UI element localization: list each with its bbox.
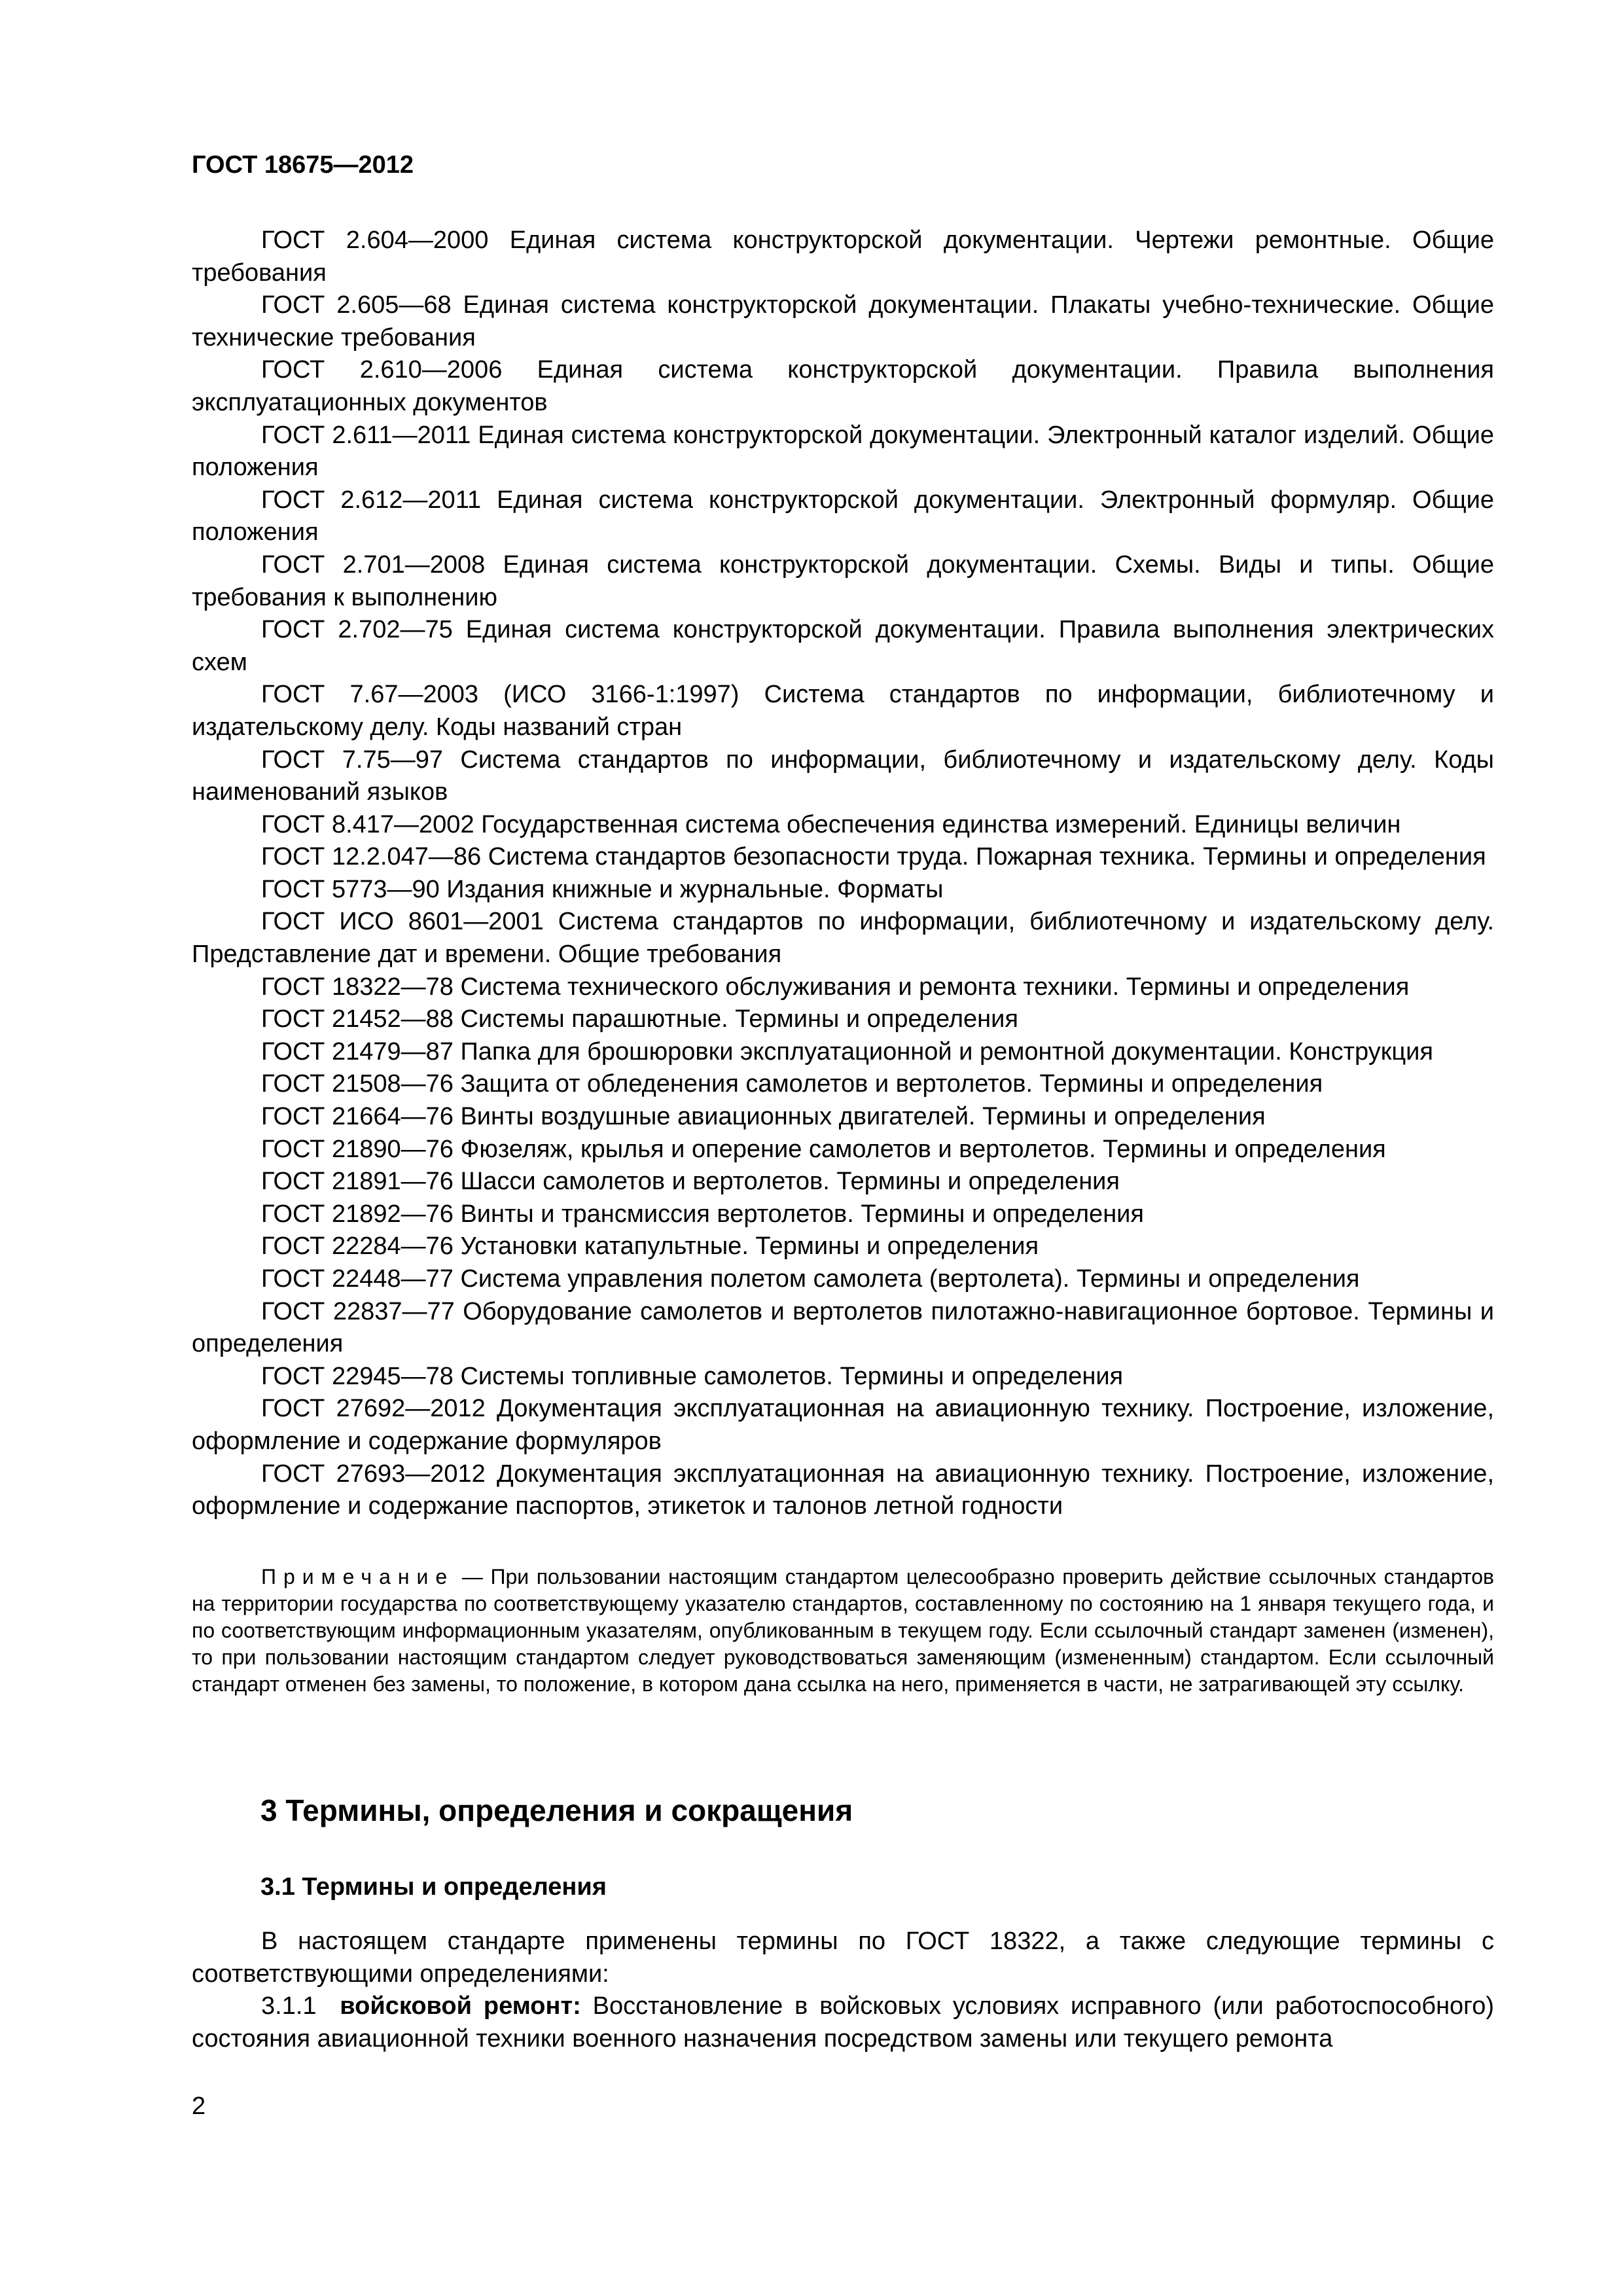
reference-item: ГОСТ 18322—78 Система технического обслуживания и ремонта техники. Термины и определения	[261, 973, 1410, 1001]
section-body	[192, 1926, 1494, 2055]
reference-item: ГОСТ 2.610—2006 Единая система конструкторской документации. Правила выполнения эксплуатационных документов	[192, 356, 1494, 416]
term-number: 3.1.1	[261, 1992, 317, 2020]
note-text: — При пользовании настоящим стандартом целесообразно проверить действие ссылочных стандартов на территории государства по соответствующему указателю стандартов, составленному по состоянию на 1 января текущего года, и по соответствующим информационным указателям, опубликованным в текущем году. Если ссылочный стандарт заменен (изменен), то при пользовании настоящим стандартом следует руководствоваться заменяющим (измененным) стандартом. Если ссылочный стандарт отменен без замены, то положение, в котором дана ссылка на него, применяется в части, не затрагивающей эту ссылку.	[192, 1565, 1494, 1696]
reference-item: ГОСТ 2.612—2011 Единая система конструкторской документации. Электронный формуляр. Общие положения	[192, 486, 1494, 547]
reference-item: ГОСТ 21479—87 Папка для брошюровки эксплуатационной и ремонтной документации. Конструкция	[261, 1037, 1433, 1066]
reference-item: ГОСТ 21508—76 Защита от обледенения самолетов и вертолетов. Термины и определения	[261, 1070, 1323, 1098]
section-heading: 3 Термины, определения и сокращения	[260, 1793, 853, 1827]
note-label: Примечание	[261, 1565, 455, 1588]
reference-item: ГОСТ 21890—76 Фюзеляж, крылья и оперение самолетов и вертолетов. Термины и определения	[261, 1135, 1386, 1163]
page-number: 2	[192, 2092, 206, 2120]
reference-item: ГОСТ 21892—76 Винты и трансмиссия вертолетов. Термины и определения	[261, 1200, 1144, 1228]
reference-item: ГОСТ 5773—90 Издания книжные и журнальные. Форматы	[261, 875, 944, 903]
reference-item: ГОСТ 8.417—2002 Государственная система обеспечения единства измерений. Единицы величин	[261, 810, 1401, 838]
reference-item: ГОСТ 7.75—97 Система стандартов по информации, библиотечному и издательскому делу. Коды наименований языков	[192, 745, 1494, 806]
reference-item: ГОСТ 2.611—2011 Единая система конструкторской документации. Электронный каталог изделий. Общие положения	[192, 421, 1494, 482]
reference-item: ГОСТ 21452—88 Системы парашютные. Термины и определения	[261, 1005, 1018, 1033]
subsection-heading: 3.1 Термины и определения	[260, 1873, 607, 1901]
normative-references-list	[192, 224, 1494, 1523]
reference-item: ГОСТ 2.605—68 Единая система конструкторской документации. Плакаты учебно-технические. Общие технические требования	[192, 291, 1494, 351]
reference-item: ГОСТ 27693—2012 Документация эксплуатационная на авиационную технику. Построение, изложение, оформление и содержание паспортов, этикеток и талонов летной годности	[192, 1460, 1494, 1520]
reference-item: ГОСТ 22448—77 Система управления полетом самолета (вертолета). Термины и определения	[261, 1265, 1360, 1293]
reference-item: ГОСТ 22837—77 Оборудование самолетов и вертолетов пилотажно-навигационное бортовое. Термины и определения	[192, 1297, 1494, 1358]
term-definition-paragraph	[192, 1990, 1494, 2055]
reference-item: ГОСТ 2.702—75 Единая система конструкторской документации. Правила выполнения электрических схем	[192, 616, 1494, 676]
reference-item: ГОСТ 2.701—2008 Единая система конструкторской документации. Схемы. Виды и типы. Общие требования к выполнению	[192, 550, 1494, 611]
reference-item: ГОСТ 22284—76 Установки катапультные. Термины и определения	[261, 1232, 1039, 1261]
reference-item: ГОСТ 7.67—2003 (ИСО 3166-1:1997) Система стандартов по информации, библиотечному и издательскому делу. Коды названий стран	[192, 681, 1494, 741]
note-paragraph	[192, 1564, 1494, 1698]
intro-paragraph: В настоящем стандарте применены термины по ГОСТ 18322, а также следующие термины с соответствующими определениями:	[192, 1928, 1494, 1988]
reference-item: ГОСТ 21891—76 Шасси самолетов и вертолетов. Термины и определения	[261, 1168, 1120, 1196]
reference-item: ГОСТ 21664—76 Винты воздушные авиационных двигателей. Термины и определения	[261, 1103, 1266, 1131]
reference-item: ГОСТ 22945—78 Системы топливные самолетов. Термины и определения	[261, 1362, 1124, 1390]
term-name: войсковой ремонт:	[340, 1992, 581, 2020]
reference-item: ГОСТ ИСО 8601—2001 Система стандартов по информации, библиотечному и издательскому делу. Представление дат и времени. Общие требования	[192, 908, 1494, 969]
document-header: ГОСТ 18675—2012	[192, 151, 414, 179]
reference-item: ГОСТ 27692—2012 Документация эксплуатационная на авиационную технику. Построение, изложение, оформление и содержание формуляров	[192, 1395, 1494, 1455]
reference-item: ГОСТ 12.2.047—86 Система стандартов безопасности труда. Пожарная техника. Термины и определения	[261, 843, 1486, 871]
term-definition: Восстановление в войсковых условиях исправного (или работоспособного) состояния авиационной техники военного назначения посредством замены или текущего ремонта	[192, 1992, 1494, 2053]
reference-item: ГОСТ 2.604—2000 Единая система конструкторской документации. Чертежи ремонтные. Общие требования	[192, 226, 1494, 287]
